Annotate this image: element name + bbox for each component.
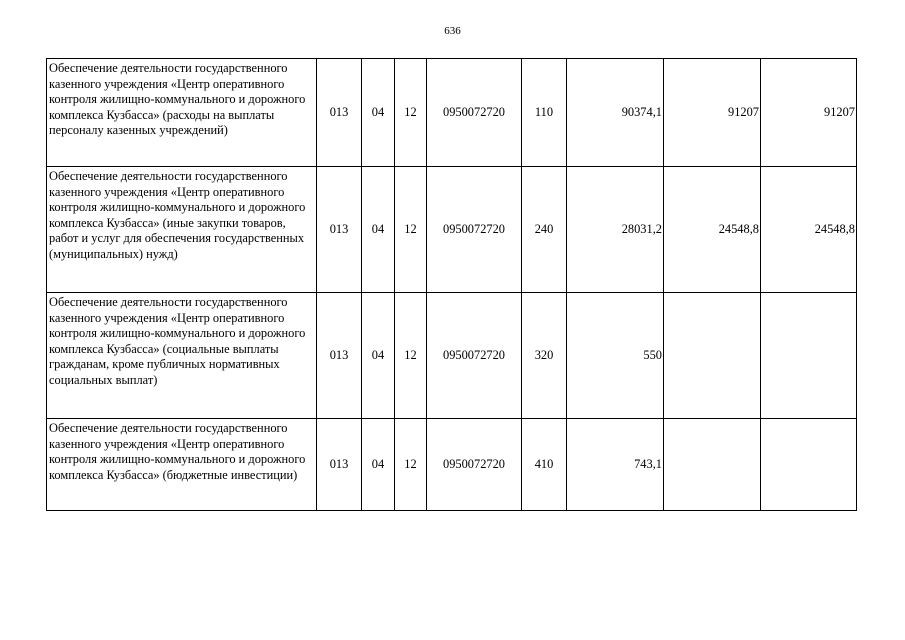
expense-type-code: 240 xyxy=(522,167,567,293)
expense-type-code: 410 xyxy=(522,419,567,511)
row-description: Обеспечение деятельности государственного казенного учреждения «Центр оперативного контроля жилищно-коммунального и дорожного комплекса Кузбасса» (иные закупки товаров, работ и услуг для обеспечения государственных (муниципальных) нужд) xyxy=(47,167,317,293)
subsection-code: 12 xyxy=(395,293,427,419)
section-code: 04 xyxy=(362,293,395,419)
row-description: Обеспечение деятельности государственного казенного учреждения «Центр оперативного контроля жилищно-коммунального и дорожного комплекса Кузбасса» (социальные выплаты гражданам, кроме публичных нормативных социальных выплат) xyxy=(47,293,317,419)
expense-type-code: 320 xyxy=(522,293,567,419)
amount-year1: 743,1 xyxy=(567,419,664,511)
amount-year3 xyxy=(761,419,857,511)
table-row xyxy=(47,293,857,419)
section-code: 04 xyxy=(362,419,395,511)
table-row xyxy=(47,167,857,293)
table-row xyxy=(47,419,857,511)
ministry-code: 013 xyxy=(317,293,362,419)
amount-year3: 91207 xyxy=(761,59,857,167)
amount-year2 xyxy=(664,419,761,511)
target-article-code: 0950072720 xyxy=(427,293,522,419)
subsection-code: 12 xyxy=(395,419,427,511)
amount-year2: 91207 xyxy=(664,59,761,167)
amount-year3 xyxy=(761,293,857,419)
amount-year2 xyxy=(664,293,761,419)
section-code: 04 xyxy=(362,59,395,167)
amount-year1: 90374,1 xyxy=(567,59,664,167)
subsection-code: 12 xyxy=(395,167,427,293)
subsection-code: 12 xyxy=(395,59,427,167)
expense-type-code: 110 xyxy=(522,59,567,167)
budget-table xyxy=(46,58,857,511)
target-article-code: 0950072720 xyxy=(427,167,522,293)
row-description: Обеспечение деятельности государственного казенного учреждения «Центр оперативного контроля жилищно-коммунального и дорожного комплекса Кузбасса» (бюджетные инвестиции) xyxy=(47,419,317,511)
page-number: 636 xyxy=(444,25,461,37)
ministry-code: 013 xyxy=(317,419,362,511)
amount-year2: 24548,8 xyxy=(664,167,761,293)
ministry-code: 013 xyxy=(317,167,362,293)
ministry-code: 013 xyxy=(317,59,362,167)
target-article-code: 0950072720 xyxy=(427,419,522,511)
amount-year3: 24548,8 xyxy=(761,167,857,293)
section-code: 04 xyxy=(362,167,395,293)
amount-year1: 550 xyxy=(567,293,664,419)
table-row xyxy=(47,59,857,167)
row-description: Обеспечение деятельности государственного казенного учреждения «Центр оперативного контроля жилищно-коммунального и дорожного комплекса Кузбасса» (расходы на выплаты персоналу казенных учреждений) xyxy=(47,59,317,167)
target-article-code: 0950072720 xyxy=(427,59,522,167)
amount-year1: 28031,2 xyxy=(567,167,664,293)
